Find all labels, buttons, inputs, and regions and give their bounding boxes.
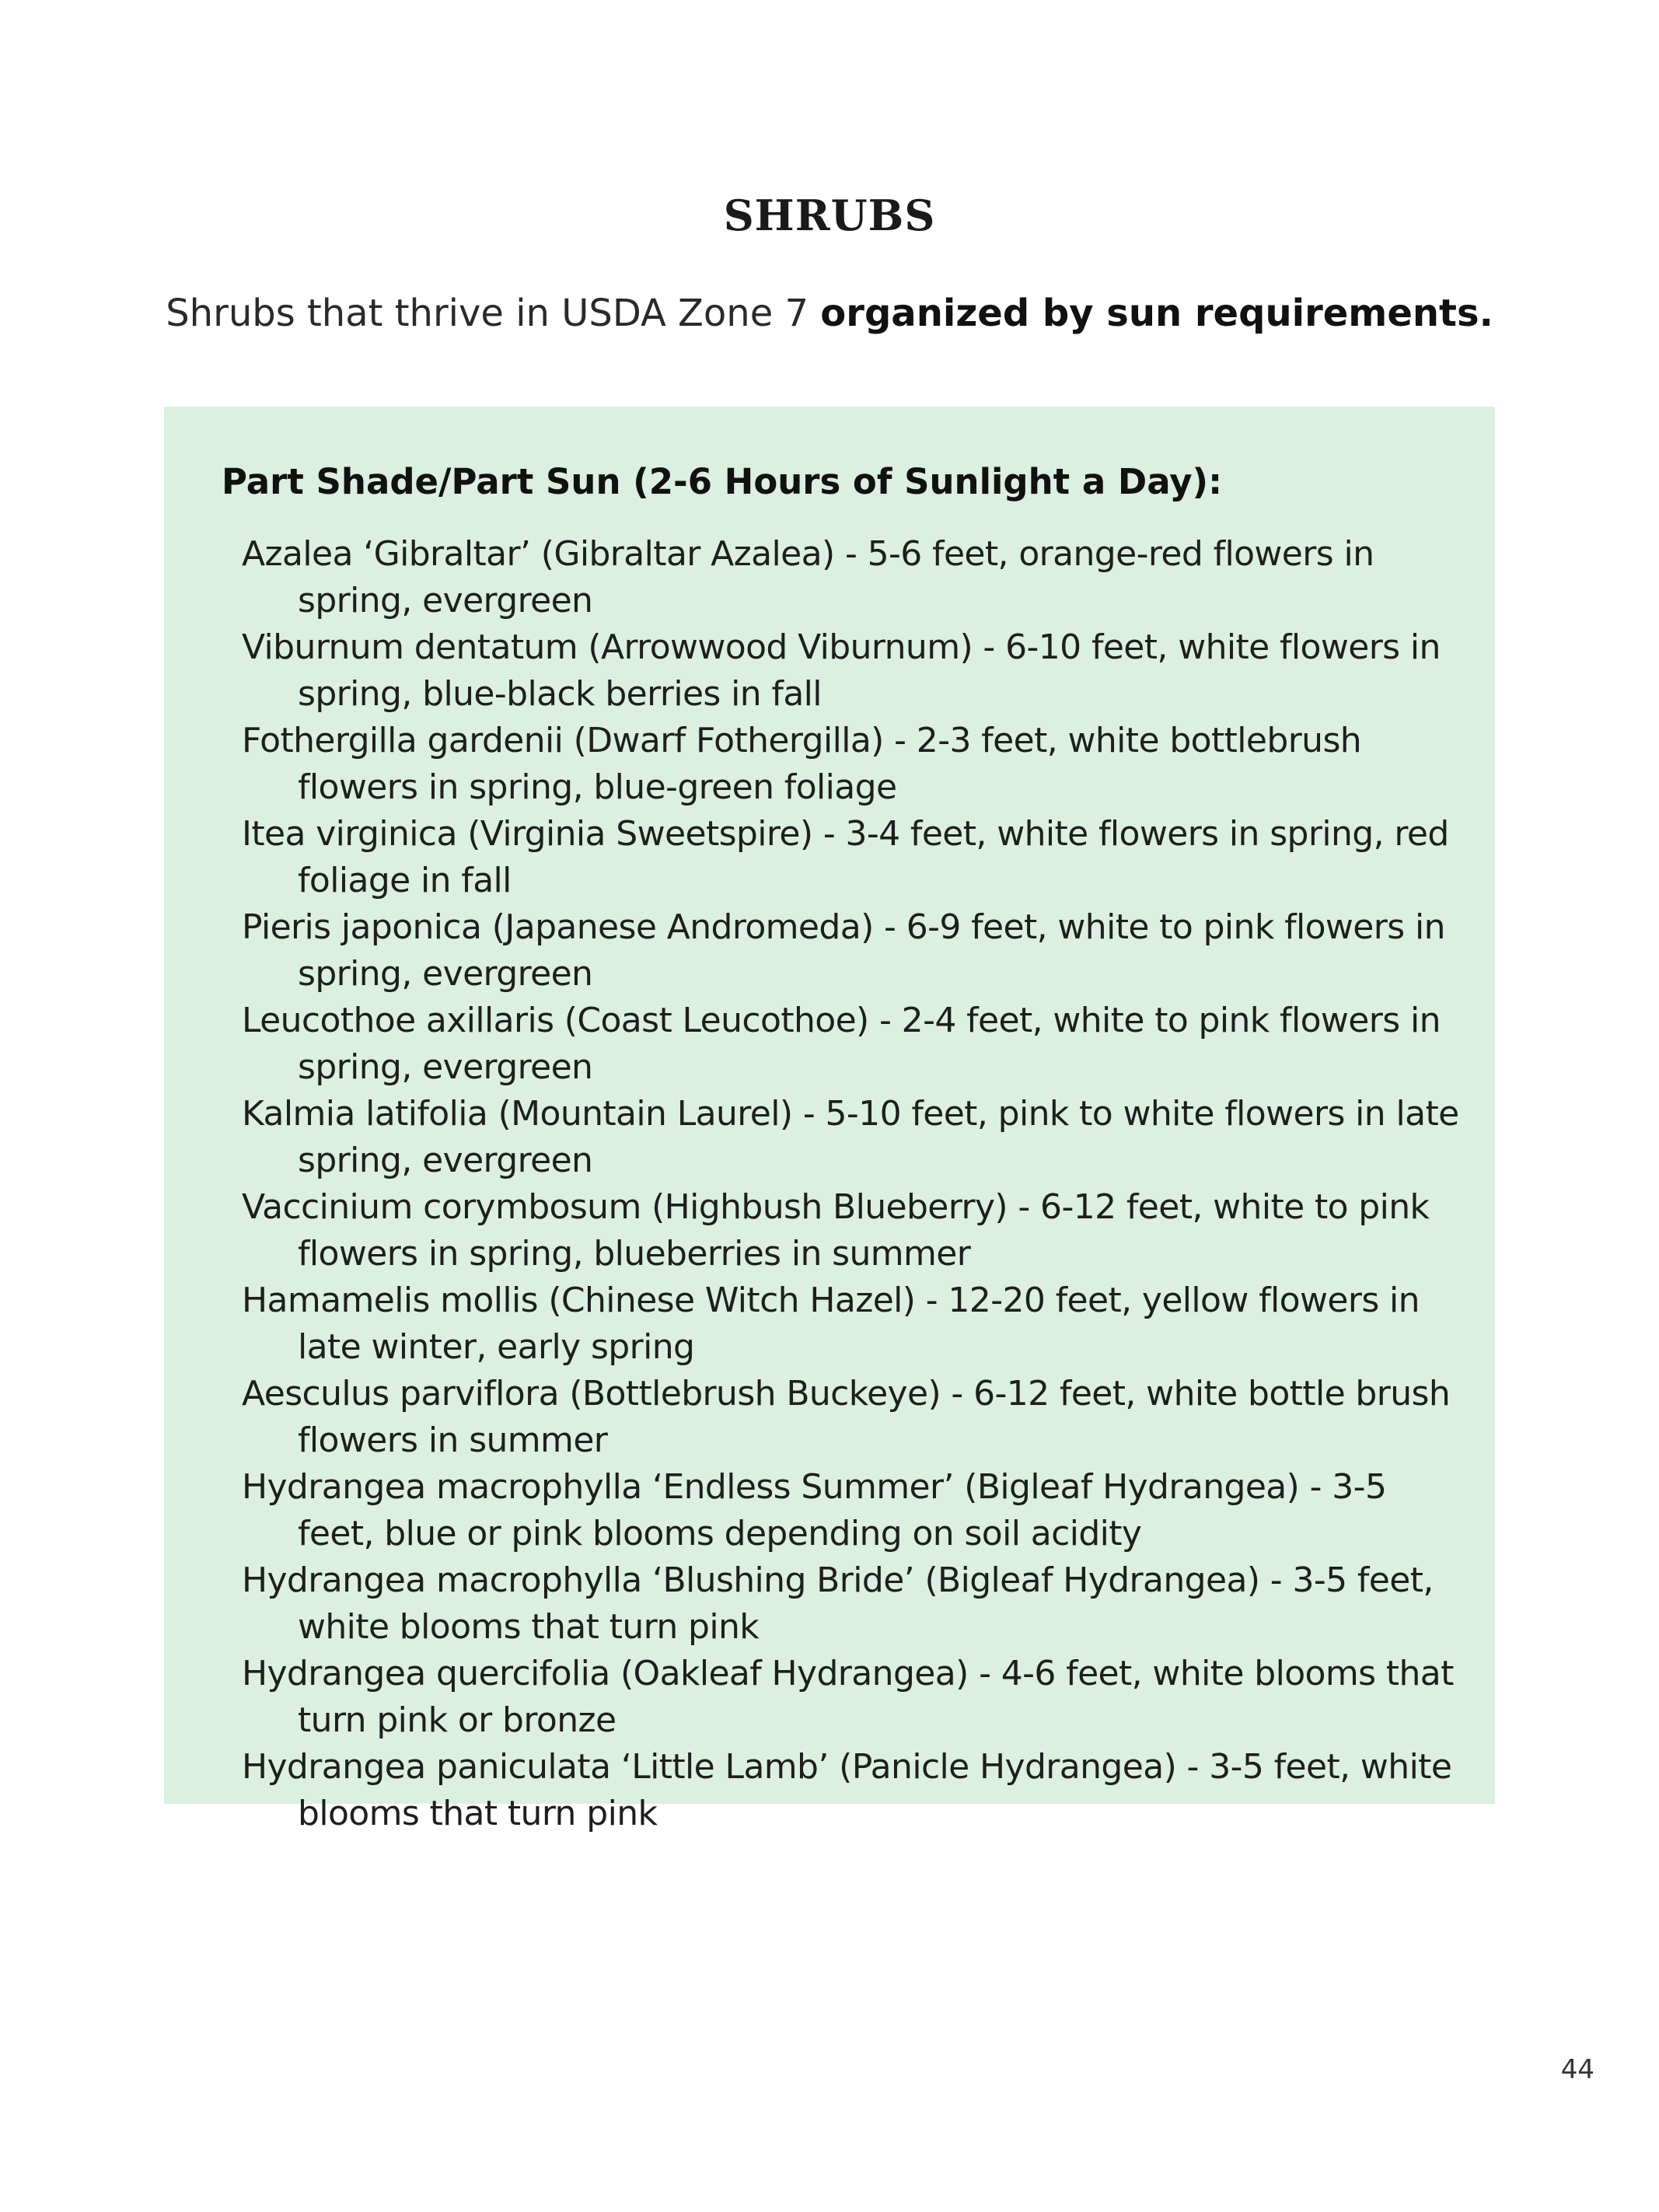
- subtitle-emphasis-text: organized by sun requirements.: [820, 292, 1493, 335]
- plant-list: [242, 531, 1470, 1837]
- plant-list-item: Hydrangea macrophylla ‘Blushing Bride’ (Bigleaf Hydrangea) - 3-5 feet, white blooms that turn pink: [242, 1560, 1434, 1647]
- page-title: SHRUBS: [723, 190, 936, 240]
- page-number: 44: [1560, 2054, 1594, 2085]
- page-subtitle: [0, 292, 1659, 335]
- part-shade-section-box: [164, 407, 1495, 1833]
- plant-list-item: Hydrangea paniculata ‘Little Lamb’ (Panicle Hydrangea) - 3-5 feet, white blooms that turn pink: [242, 1747, 1452, 1833]
- plant-list-item: Leucothoe axillaris (Coast Leucothoe) - 2-4 feet, white to pink flowers in spring, evergreen: [242, 1001, 1441, 1087]
- subtitle-intro-text: Shrubs that thrive in USDA Zone 7: [166, 292, 821, 335]
- section-heading: Part Shade/Part Sun (2-6 Hours of Sunlight a Day):: [222, 461, 1223, 502]
- plant-list-item: Hydrangea quercifolia (Oakleaf Hydrangea) - 4-6 feet, white blooms that turn pink or bronze: [242, 1654, 1454, 1740]
- plant-list-item: Viburnum dentatum (Arrowwood Viburnum) - 6-10 feet, white flowers in spring, blue-black berries in fall: [242, 627, 1441, 714]
- plant-list-item: Vaccinium corymbosum (Highbush Blueberry) - 6-12 feet, white to pink flowers in spring, blueberries in summer: [242, 1187, 1430, 1274]
- plant-list-item: Kalmia latifolia (Mountain Laurel) - 5-10 feet, pink to white flowers in late spring, evergreen: [242, 1094, 1459, 1180]
- plant-list-item: Hamamelis mollis (Chinese Witch Hazel) - 12-20 feet, yellow flowers in late winter, early spring: [242, 1281, 1420, 1367]
- plant-list-item: Azalea ‘Gibraltar’ (Gibraltar Azalea) - 5-6 feet, orange-red flowers in spring, evergreen: [242, 534, 1374, 620]
- plant-list-item: Fothergilla gardenii (Dwarf Fothergilla) - 2-3 feet, white bottlebrush flowers in spring, blue-green foliage: [242, 721, 1362, 807]
- plant-list-item: Hydrangea macrophylla ‘Endless Summer’ (Bigleaf Hydrangea) - 3-5 feet, blue or pink blooms depending on soil acidity: [242, 1467, 1387, 1553]
- plant-list-item: Pieris japonica (Japanese Andromeda) - 6-9 feet, white to pink flowers in spring, evergreen: [242, 907, 1445, 994]
- plant-list-item: Itea virginica (Virginia Sweetspire) - 3-4 feet, white flowers in spring, red foliage in fall: [242, 814, 1449, 900]
- plant-list-item: Aesculus parviflora (Bottlebrush Buckeye) - 6-12 feet, white bottle brush flowers in summer: [242, 1374, 1451, 1460]
